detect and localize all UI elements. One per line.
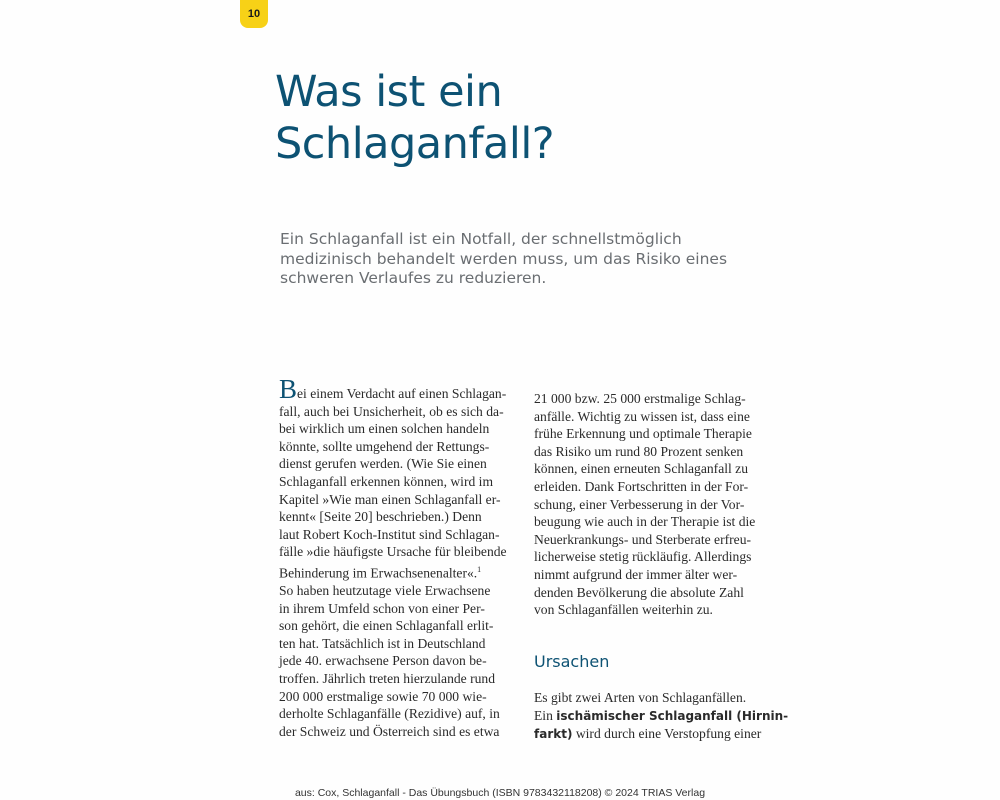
text-line: dienst gerufen werden. (Wie Sie einen xyxy=(279,456,487,472)
section-text xyxy=(534,689,789,744)
text-line: farkt) wird durch eine Verstopfung einer xyxy=(534,726,762,742)
text-line: anfälle. Wichtig zu wissen ist, dass eine xyxy=(534,408,750,424)
text-line: 21 000 bzw. 25 000 erstmalige Schlag- xyxy=(534,391,746,406)
page-title xyxy=(275,66,755,170)
text-line: beugung wie auch in der Therapie ist die xyxy=(534,514,756,530)
text-line: Neuerkrankungs- und Sterberate erfreu- xyxy=(534,531,752,547)
text-line: bei wirklich um einen solchen handeln xyxy=(279,421,490,437)
text-line: der Schweiz und Österreich sind es etwa xyxy=(279,723,500,739)
text-line: nimmt aufgrund der immer älter wer- xyxy=(534,566,738,582)
page-number: 10 xyxy=(240,0,268,28)
text-line: troffen. Jährlich treten hierzulande rund xyxy=(279,671,496,687)
text-line: schung, einer Verbesserung in der Vor- xyxy=(534,496,745,512)
bold-term: ischämischer Schlaganfall (Hirnin- xyxy=(556,708,789,723)
text-line: laut Robert Koch-Institut sind Schlagan- xyxy=(279,526,500,542)
text-line: frühe Erkennung und optimale Therapie xyxy=(534,426,752,442)
text-line: Schlaganfall erkennen können, wird im xyxy=(279,473,494,489)
footnote-marker[interactable]: 1 xyxy=(477,564,482,574)
text-line: jede 40. erwachsene Person davon be- xyxy=(279,653,487,669)
text-line: können, einen erneuten Schlaganfall zu xyxy=(534,461,749,477)
left-column xyxy=(279,374,511,740)
text-line: denden Bevölkerung die absolute Zahl xyxy=(534,584,744,600)
text-line: son gehört, die einen Schlaganfall erlit- xyxy=(279,618,494,634)
text-line: ten hat. Tatsächlich ist in Deutschland xyxy=(279,635,486,651)
text-line: Kapitel »Wie man einen Schlaganfall er- xyxy=(279,491,501,507)
text-line: Ein ischämischer Schlaganfall (Hirnin- xyxy=(534,707,789,723)
text-line: Es gibt zwei Arten von Schlaganfällen. xyxy=(534,690,747,705)
text-line: derholte Schlaganfälle (Rezidive) auf, in xyxy=(279,706,500,722)
text-line: licherweise stetig rückläufig. Allerdings xyxy=(534,549,752,565)
title-line-1: Was ist ein xyxy=(275,67,503,117)
text-line: das Risiko um rund 80 Prozent senken xyxy=(534,443,744,459)
lead-paragraph: Ein Schlaganfall ist ein Notfall, der schnellstmöglich medizinisch behandelt werden muss, um das Risiko eines schweren Verlaufes zu reduzieren. xyxy=(280,230,728,287)
text-line: könnte, sollte umgehend der Rettungs- xyxy=(279,438,490,454)
text-line: erleiden. Dank Fortschritten in der For- xyxy=(534,478,749,494)
title-line-2: Schlaganfall? xyxy=(275,119,555,169)
right-column xyxy=(534,390,766,619)
source-footer: aus: Cox, Schlaganfall - Das Übungsbuch (ISBN 9783432118208) © 2024 TRIAS Verlag xyxy=(294,787,706,799)
text-line: in ihrem Umfeld schon von einer Per- xyxy=(279,600,485,616)
text-line: fälle »die häufigste Ursache für bleibende xyxy=(279,544,507,560)
text-line: kennt« [Seite 20] beschrieben.) Denn xyxy=(279,509,482,525)
text-line: Behinderung im Erwachsenenalter«.$^1$ xyxy=(279,564,482,581)
text-line: von Schlaganfällen weiterhin zu. xyxy=(534,602,713,618)
text-line: Bei einem Verdacht auf einen Schlagan- xyxy=(279,374,507,404)
text-line: So haben heutzutage viele Erwachsene xyxy=(279,583,491,599)
text-line: fall, auch bei Unsicherheit, ob es sich da- xyxy=(279,403,504,419)
section-heading-ursachen: Ursachen xyxy=(534,652,610,671)
text-line: 200 000 erstmalige sowie 70 000 wie- xyxy=(279,688,487,704)
bold-term: farkt) xyxy=(534,727,573,742)
dropcap: B xyxy=(279,374,298,404)
